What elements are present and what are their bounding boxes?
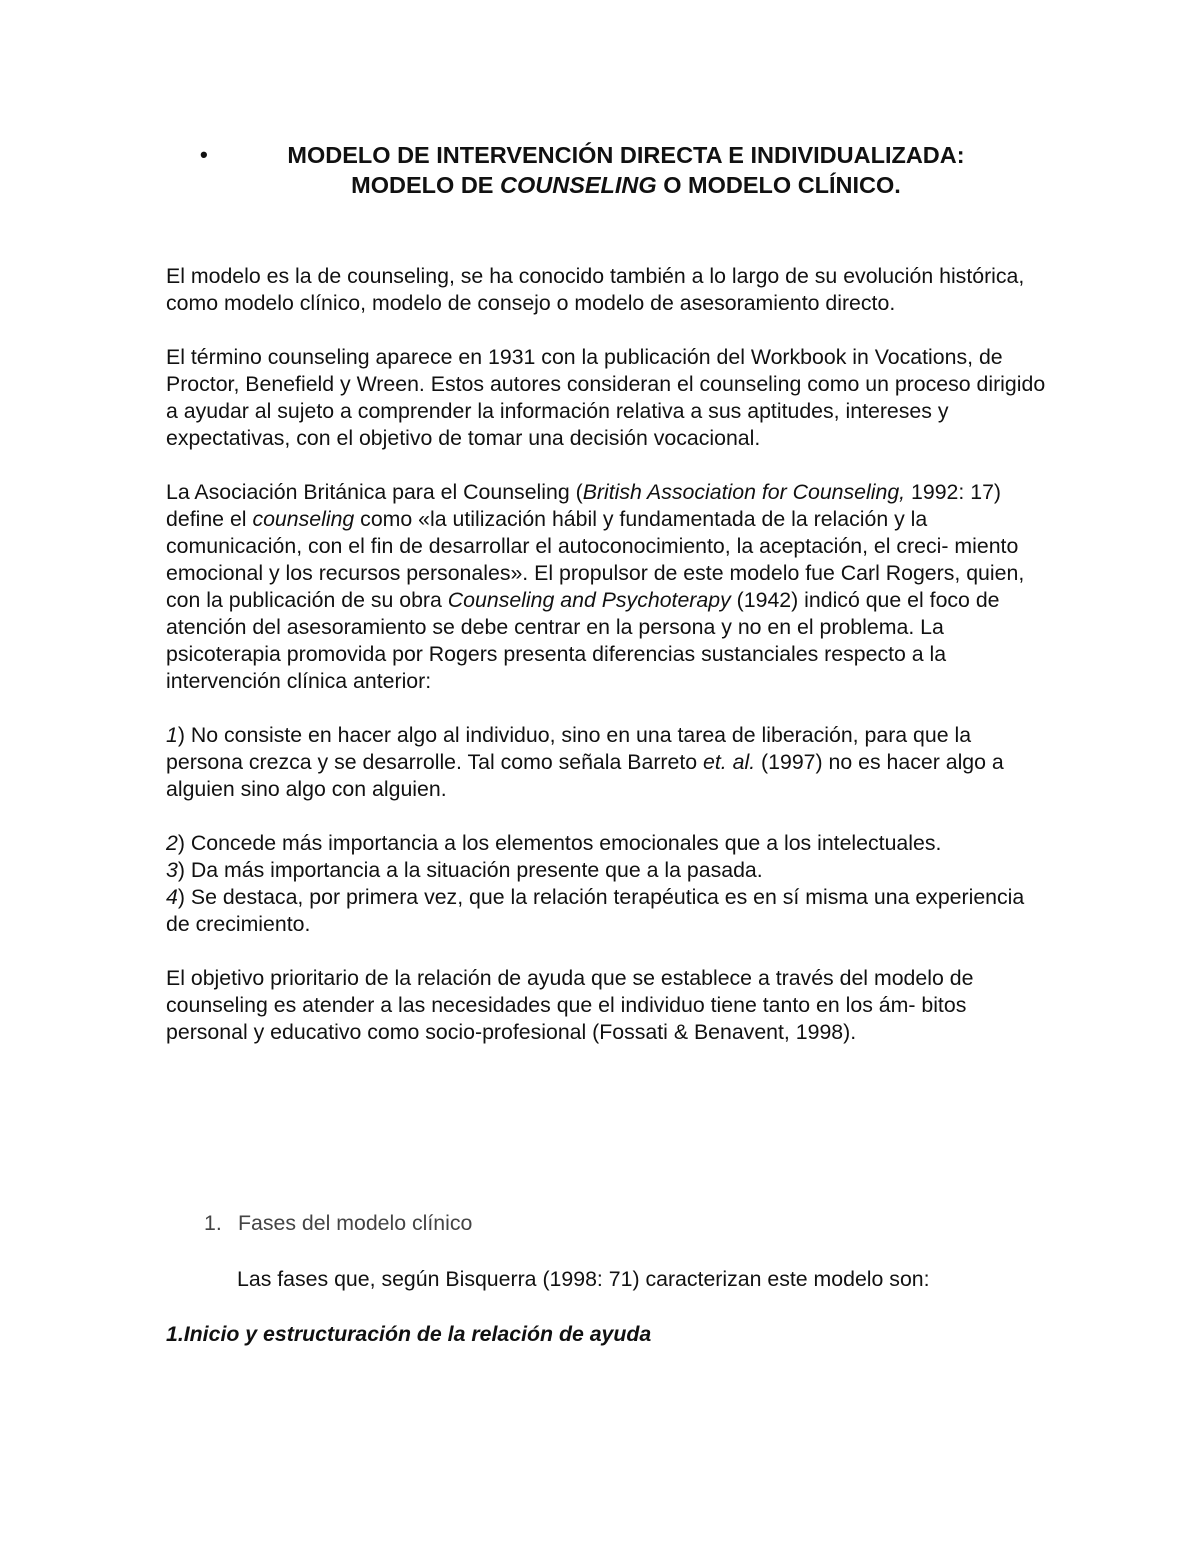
paragraph-3-part-b: British Association for Counseling, (582, 480, 906, 504)
document-body (166, 263, 1046, 1073)
section-heading-text: Fases del modelo clínico (238, 1211, 473, 1235)
paragraph-1: El modelo es la de counseling, se ha conocido también a lo largo de su evolución histórica, como modelo clínico, modelo de consejo o modelo de asesoramiento directo. (166, 264, 1025, 315)
paragraph-7 (166, 884, 1046, 938)
paragraph-4-part-b: et. al. (703, 750, 756, 774)
section-intro: Las fases que, según Bisquerra (1998: 71) caracterizan este modelo son: (237, 1267, 930, 1291)
paragraph-3-part-c: 1992: 17) define el (166, 480, 1002, 531)
paragraph-6-number: 3 (166, 858, 178, 882)
paragraph-3-part-a: La Asociación Británica para el Counseling ( (166, 480, 583, 504)
paragraph-3 (166, 479, 1046, 695)
paragraph-3-part-f: Counseling and Psychoterapy (447, 588, 731, 612)
title-line-2 (196, 170, 1056, 200)
paragraph-7-text: ) Se destaca, por primera vez, que la relación terapéutica es en sí misma una experiencia de crecimiento. (166, 885, 1025, 936)
section-number: 1. (204, 1211, 222, 1235)
paragraph-4-number: 1 (166, 723, 178, 747)
bullet-icon: • (200, 142, 208, 167)
paragraph-6 (166, 857, 1046, 884)
title-line-2-italic: COUNSELING (500, 172, 657, 198)
paragraph-3-part-d: counseling (252, 507, 355, 531)
paragraph-2: El término counseling aparece en 1931 con la publicación del Workbook in Vocations, de Proctor, Benefield y Wreen. Estos autores consideran el counseling como un proceso dirigido a ayudar al sujeto a comprender la información relativa a sus aptitudes, intereses y expectativas, con el objetivo de tomar una decisión vocacional. (166, 345, 1046, 450)
section-heading (204, 1210, 472, 1237)
paragraph-5-text: ) Concede más importancia a los elementos emocionales que a los intelectuales. (177, 831, 942, 855)
paragraph-6-text: ) Da más importancia a la situación presente que a la pasada. (177, 858, 763, 882)
phase-1-heading: 1.Inicio y estructuración de la relación de ayuda (166, 1322, 652, 1346)
paragraph-4 (166, 722, 1046, 803)
paragraph-3-part-e: como «la utilización hábil y fundamentada de la relación y la comunicación, con el fin de desarrollar el autoconocimiento, la aceptación, el creci- miento emocional y los recursos personales». El propulsor de este modelo fue Carl Rogers, quien, con la publicación de su obra (166, 507, 1025, 612)
document-title (196, 140, 1056, 200)
title-line-2-end: O MODELO CLÍNICO. (656, 172, 901, 198)
title-line-2-start: MODELO DE (351, 172, 500, 198)
paragraph-5 (166, 830, 1046, 857)
paragraph-4-part-c: (1997) no es hacer algo a alguien sino algo con alguien. (166, 750, 1004, 801)
paragraph-8: El objetivo prioritario de la relación de ayuda que se establece a través del modelo de counseling es atender a las necesidades que el individuo tiene tanto en los ám- bitos personal y educativo como socio-profesional (Fossati & Benavent, 1998). (166, 966, 974, 1044)
paragraph-3-part-g: (1942) indicó que el foco de atención del asesoramiento se debe centrar en la persona y no en el problema. La psicoterapia promovida por Rogers presenta diferencias sustanciales respecto a la intervención clínica anterior: (166, 588, 1000, 693)
paragraph-4-part-a: ) No consiste en hacer algo al individuo, sino en una tarea de liberación, para que la persona crezca y se desarrolle. Tal como señala Barreto (166, 723, 972, 774)
paragraph-7-number: 4 (166, 885, 178, 909)
paragraph-5-number: 2 (166, 831, 178, 855)
title-line-1: MODELO DE INTERVENCIÓN DIRECTA E INDIVIDUALIZADA: (287, 142, 965, 168)
